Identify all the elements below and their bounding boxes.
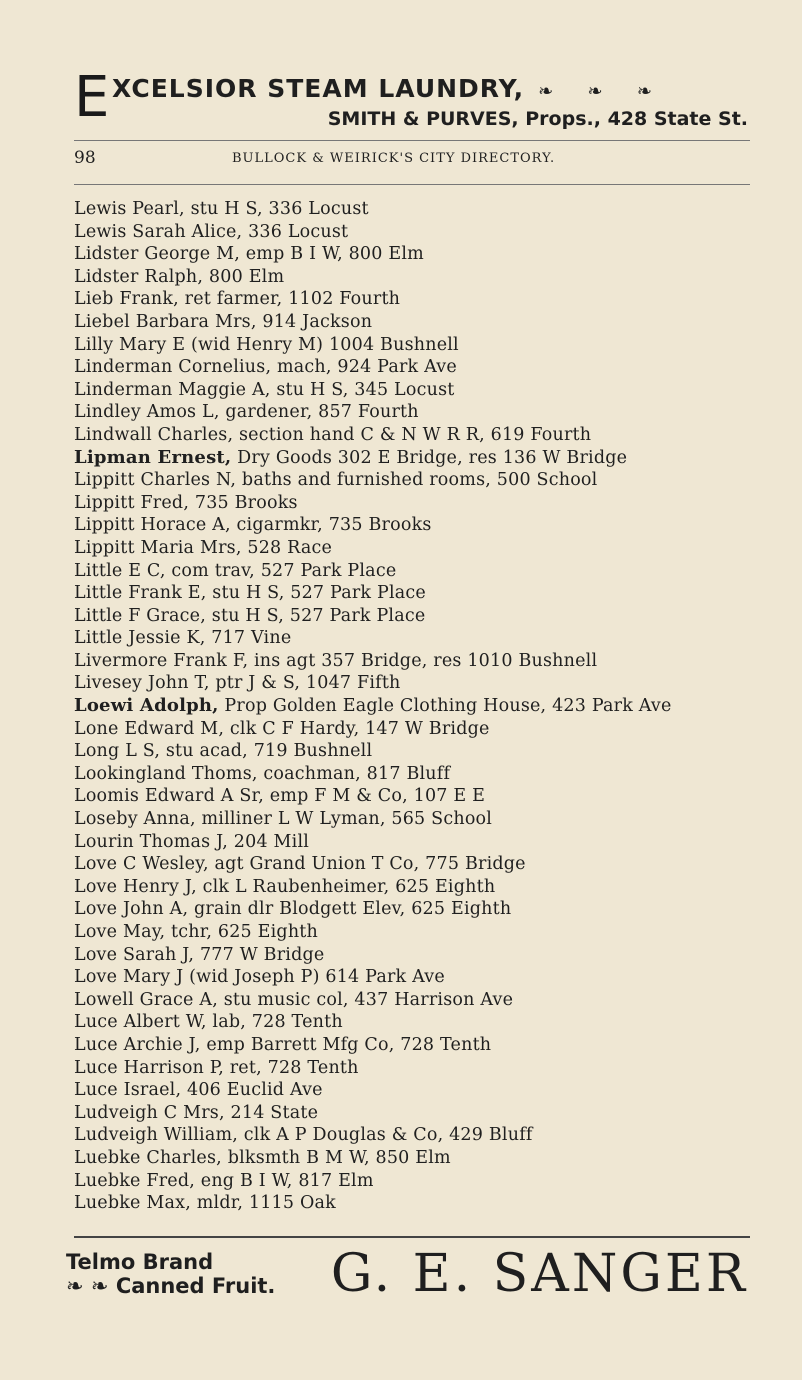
entry-details: , stu H S, 527 Park Place <box>200 605 426 626</box>
entry-details: , mldr, 1115 Oak <box>185 1193 336 1214</box>
entry-details: , stu H S, 527 Park Place <box>200 583 426 604</box>
directory-listing <box>74 198 764 1215</box>
entry-name: Lippitt Charles N <box>74 470 231 491</box>
entry-name: Lieb Frank <box>74 289 174 310</box>
entry-details: , 777 W Bridge <box>188 944 325 965</box>
advertisement-heading <box>112 74 666 103</box>
entry-name: Love Mary J <box>74 967 184 988</box>
directory-entry <box>74 469 764 492</box>
entry-name: Lidster Ralph <box>74 266 198 287</box>
entry-details: , 735 Brooks <box>183 492 298 513</box>
entry-name: Lippitt Maria Mrs <box>74 537 236 558</box>
directory-entry <box>74 1192 764 1215</box>
directory-entry <box>74 672 764 695</box>
entry-details: , clk A P Douglas & Co, 429 Bluff <box>232 1125 533 1146</box>
directory-entry <box>74 560 764 583</box>
directory-entry <box>74 627 764 650</box>
directory-entry <box>74 1034 764 1057</box>
entry-name: Lewis Sarah Alice <box>74 221 237 242</box>
directory-entry <box>74 379 764 402</box>
entry-name: Little F Grace <box>74 605 201 626</box>
entry-details: , mach, 924 Park Ave <box>265 357 457 378</box>
entry-details: , baths and furnished rooms, 500 School <box>230 470 598 491</box>
ornament-icon: ❧ ❧ ❧ <box>538 81 666 102</box>
entry-name: Luebke Fred <box>74 1170 190 1191</box>
entry-details: (wid Henry M) 1004 Bushnell <box>185 334 459 355</box>
entry-details: , section hand C & N W R R, 619 Fourth <box>227 424 592 445</box>
directory-entry <box>74 740 764 763</box>
directory-entry <box>74 785 764 808</box>
directory-entry <box>74 401 764 424</box>
page-number: 98 <box>74 148 96 168</box>
entry-details: , agt Grand Union T Co, 775 Bridge <box>202 854 526 875</box>
entry-details: , 406 Euclid Ave <box>175 1080 323 1101</box>
entry-name: Lilly Mary E <box>74 334 186 355</box>
entry-details: , ins agt 357 Bridge, res 1010 Bushnell <box>242 650 598 671</box>
entry-details: , clk L Raubenheimer, 625 Eighth <box>191 876 496 897</box>
directory-entry <box>74 356 764 379</box>
entry-name: Luce Albert W <box>74 1012 201 1033</box>
entry-details: , ptr J & S, 1047 Fifth <box>203 673 401 694</box>
directory-entry <box>74 1170 764 1193</box>
entry-name: Luce Harrison P <box>74 1057 219 1078</box>
directory-entry <box>74 447 764 470</box>
directory-entry <box>74 1102 764 1125</box>
entry-details: , stu H S, 336 Locust <box>179 199 369 219</box>
entry-details: , ret, 728 Tenth <box>218 1057 359 1078</box>
directory-entry <box>74 944 764 967</box>
entry-details: , grain dlr Blodgett Elev, 625 Eighth <box>182 899 512 920</box>
entry-details: Prop Golden Eagle Clothing House, 423 Park Ave <box>218 696 672 717</box>
directory-entry <box>74 514 764 537</box>
running-head <box>74 148 750 176</box>
entry-details: , 214 State <box>219 1102 319 1123</box>
entry-details: , clk C F Hardy, 147 W Bridge <box>218 718 490 739</box>
directory-entry <box>74 537 764 560</box>
entry-details: , emp Barrett Mfg Co, 728 Tenth <box>194 1034 492 1055</box>
product-text <box>66 1250 275 1298</box>
entry-name: Livesey John T <box>74 673 204 694</box>
directory-entry <box>74 334 764 357</box>
entry-name: Lowell Grace A <box>74 989 213 1010</box>
divider <box>74 184 750 185</box>
entry-name: Little Jessie K <box>74 628 200 649</box>
directory-entry <box>74 989 764 1012</box>
directory-entry <box>74 831 764 854</box>
directory-entry <box>74 311 764 334</box>
directory-entry <box>74 898 764 921</box>
entry-details: , stu H S, 345 Locust <box>264 379 455 400</box>
directory-entry <box>74 288 764 311</box>
directory-entry <box>74 424 764 447</box>
entry-details: , eng B I W, 817 Elm <box>189 1170 374 1191</box>
directory-entry <box>74 695 764 718</box>
directory-entry <box>74 605 764 628</box>
entry-details: , emp B I W, 800 Elm <box>234 244 424 265</box>
decorative-initial: E <box>74 65 110 130</box>
entry-name: Lippitt Fred <box>74 492 184 513</box>
entry-name: Lone Edward M <box>74 718 219 739</box>
entry-name: Ludveigh C Mrs <box>74 1102 219 1123</box>
entry-name: Love Henry J <box>74 876 192 897</box>
entry-name: Love May <box>74 922 160 942</box>
product-description: ❧ ❧ Canned Fruit. <box>66 1274 276 1298</box>
directory-entry <box>74 966 764 989</box>
entry-name: Little E C <box>74 560 160 581</box>
directory-entry <box>74 763 764 786</box>
product-brand: Telmo Brand <box>66 1250 214 1274</box>
entry-name: Luebke Max <box>74 1193 186 1214</box>
entry-name: Lidster George M <box>74 244 235 265</box>
sanger-advertisement <box>66 1244 756 1318</box>
entry-name: Love C Wesley <box>74 854 203 875</box>
directory-entry <box>74 582 764 605</box>
entry-details: , 914 Jackson <box>250 311 373 332</box>
entry-name: Love John A <box>74 899 183 920</box>
divider <box>74 1236 750 1238</box>
entry-name: Little Frank E <box>74 583 201 604</box>
directory-entry <box>74 853 764 876</box>
directory-title: BULLOCK & WEIRICK'S CITY DIRECTORY. <box>232 151 556 166</box>
entry-name: Ludveigh William <box>74 1125 233 1146</box>
directory-entry <box>74 808 764 831</box>
entry-name: Long L S <box>74 741 155 762</box>
advertiser-name: G. E. SANGER <box>330 1244 748 1304</box>
entry-name: Lewis Pearl <box>74 199 180 219</box>
directory-entry <box>74 1011 764 1034</box>
entry-name: Liebel Barbara Mrs <box>74 311 251 332</box>
entry-details: , lab, 728 Tenth <box>200 1012 343 1033</box>
laundry-advertisement <box>74 65 754 138</box>
entry-details: , cigarmkr, 735 Brooks <box>225 515 432 536</box>
entry-name: Lookingland Thoms <box>74 763 252 784</box>
entry-name: Loomis Edward A Sr <box>74 786 259 807</box>
entry-details: , tchr, 625 Eighth <box>159 922 318 942</box>
entry-name: Linderman Maggie A <box>74 379 265 400</box>
entry-details: , emp F M & Co, 107 E E <box>258 786 486 807</box>
entry-name: Luce Archie J <box>74 1034 195 1055</box>
directory-entry <box>74 221 764 244</box>
entry-details: , 336 Locust <box>236 221 349 242</box>
entry-name: Lippitt Horace A <box>74 515 226 536</box>
entry-details: , 528 Race <box>235 537 333 558</box>
advertisement-proprietors: SMITH & PURVES, Props., 428 State St. <box>327 108 748 130</box>
entry-details: , stu acad, 719 Bushnell <box>154 741 373 762</box>
entry-details: , 204 Mill <box>222 831 310 852</box>
entry-name: Lindley Amos L <box>74 402 214 423</box>
entry-details: , com trav, 527 Park Place <box>159 560 397 581</box>
entry-details: , ret farmer, 1102 Fourth <box>173 289 401 310</box>
directory-entry <box>74 921 764 944</box>
entry-name: Lipman Ernest, <box>74 446 232 468</box>
entry-name: Linderman Cornelius <box>74 357 266 378</box>
entry-name: Loewi Adolph, <box>74 695 219 717</box>
directory-entry <box>74 1057 764 1080</box>
directory-entry <box>74 266 764 289</box>
entry-details: , blksmth B M W, 850 Elm <box>216 1147 451 1168</box>
directory-entry <box>74 876 764 899</box>
entry-name: Luce Israel <box>74 1080 176 1101</box>
directory-entry <box>74 243 764 266</box>
directory-entry <box>74 1079 764 1102</box>
entry-name: Lindwall Charles <box>74 424 228 445</box>
entry-name: Loseby Anna <box>74 809 190 830</box>
entry-details: , coachman, 817 Bluff <box>251 763 451 784</box>
entry-name: Luebke Charles <box>74 1147 217 1168</box>
directory-entry <box>74 650 764 673</box>
entry-details: , gardener, 857 Fourth <box>213 402 419 423</box>
directory-entry <box>74 1147 764 1170</box>
entry-name: Love Sarah J <box>74 944 189 965</box>
directory-entry <box>74 718 764 741</box>
divider <box>74 140 750 141</box>
entry-details: , 800 Elm <box>197 266 285 287</box>
entry-name: Lourin Thomas J <box>74 831 223 852</box>
entry-details: (wid Joseph P) 614 Park Ave <box>183 967 445 988</box>
entry-name: Livermore Frank F <box>74 650 243 671</box>
directory-entry <box>74 492 764 515</box>
directory-entry <box>74 1124 764 1147</box>
entry-details: , 717 Vine <box>199 628 292 649</box>
directory-entry <box>74 198 764 221</box>
entry-details: , stu music col, 437 Harrison Ave <box>212 989 514 1010</box>
advertisement-business-name: XCELSIOR STEAM LAUNDRY, <box>112 74 525 103</box>
entry-details: , milliner L W Lyman, 565 School <box>189 809 493 830</box>
entry-details: Dry Goods 302 E Bridge, res 136 W Bridge <box>231 447 628 468</box>
